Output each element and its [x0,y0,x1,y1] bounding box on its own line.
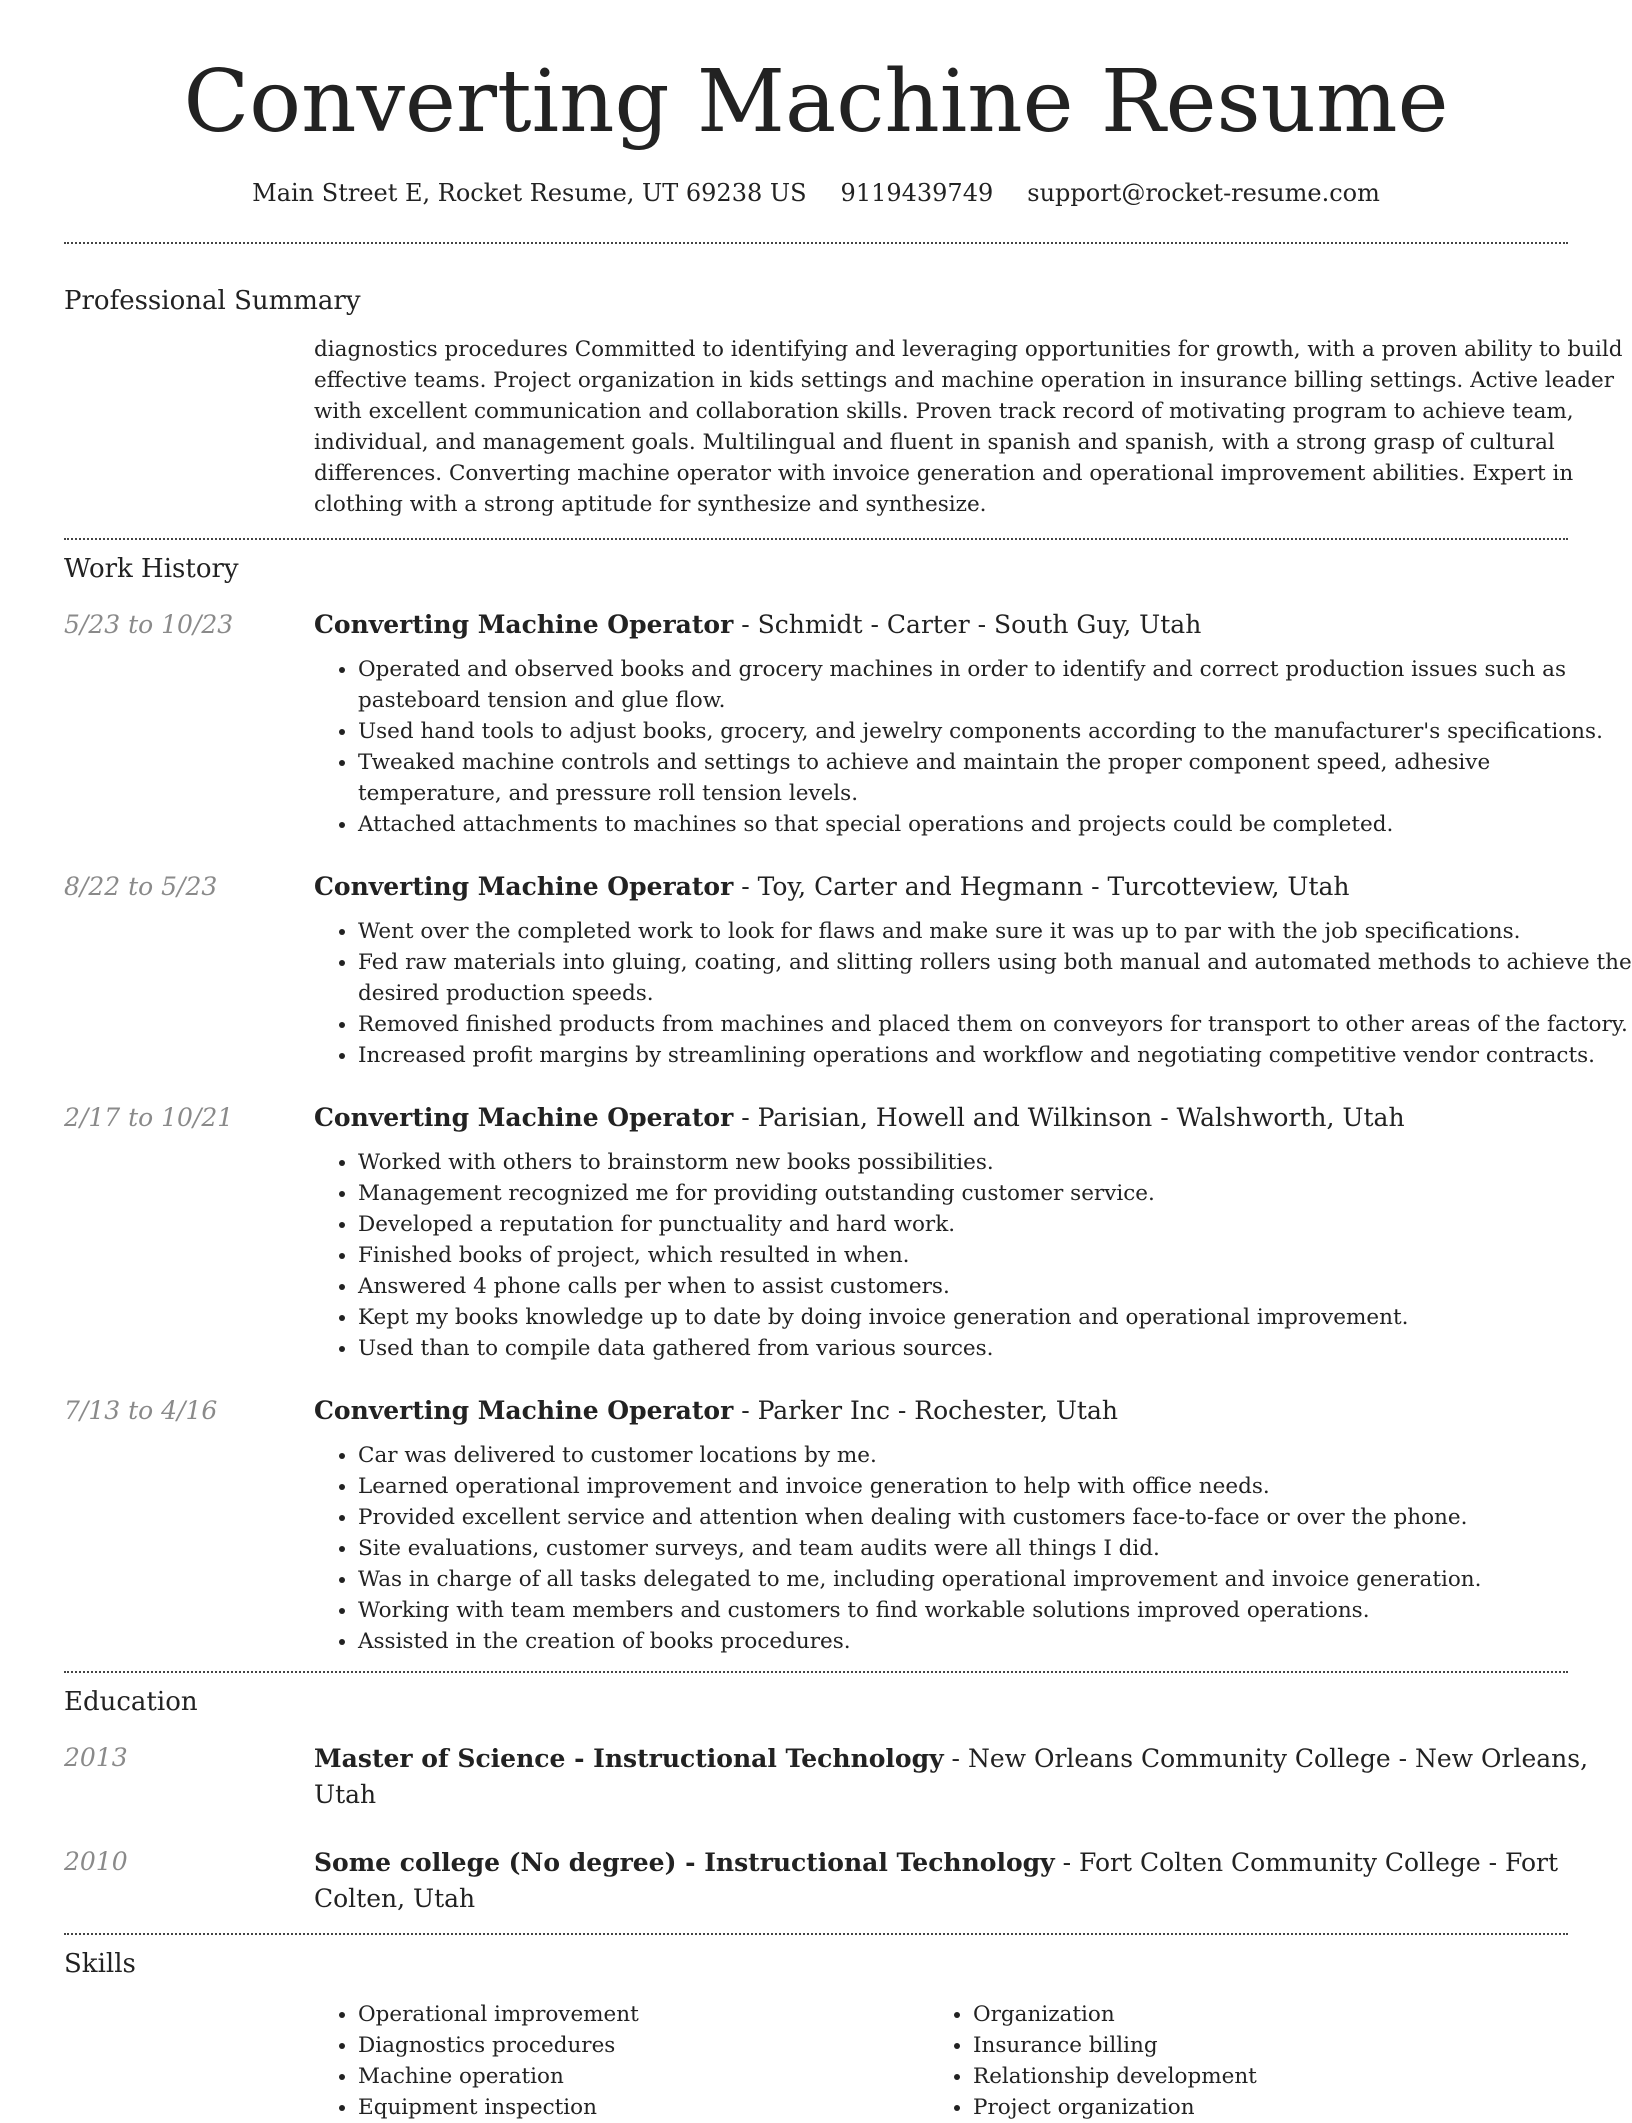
skills-column-right [929,1999,1544,2123]
job-employer: - Toy, Carter and Hegmann - Turcotteview, Utah [733,872,1350,901]
skill-item: • Operational improvement [358,1999,929,2030]
education-degree: Master of Science - Instructional Technology [314,1744,944,1773]
list-item: • Answered 4 phone calls per when to assist customers. [358,1271,1632,1302]
list-item: • Assisted in the creation of books procedures. [358,1626,1632,1657]
list-item: • Worked with others to brainstorm new books possibilities. [358,1147,1632,1178]
list-item: • Learned operational improvement and invoice generation to help with office needs. [358,1471,1632,1502]
list-item: • Fed raw materials into gluing, coating, and slitting rollers using both manual and automated methods to achieve the desired production speeds. [358,947,1632,1009]
education-title [314,1741,1632,1813]
divider [64,538,1568,540]
job-entry [64,608,1632,840]
job-entry [64,870,1632,1071]
section-heading-work: Work History [64,554,239,584]
section-heading-summary: Professional Summary [64,286,361,316]
divider [64,1933,1568,1935]
education-entry [64,1845,1632,1917]
skill-item: • Insurance billing [973,2030,1544,2061]
address-text: Main Street E, Rocket Resume, UT 69238 US [252,179,807,207]
job-employer: - Parker Inc - Rochester, Utah [733,1396,1118,1425]
job-entry [64,1101,1632,1364]
skill-item: • Equipment inspection [358,2092,929,2123]
list-item: • Car was delivered to customer locations by me. [358,1440,1632,1471]
job-bullets [314,1440,1632,1657]
divider [64,242,1568,244]
job-bullets [314,916,1632,1071]
list-item: • Was in charge of all tasks delegated to me, including operational improvement and invoice generation. [358,1564,1632,1595]
section-heading-education: Education [64,1687,198,1717]
job-role: Converting Machine Operator [314,1396,734,1425]
job-title [314,1394,1632,1428]
list-item: • Tweaked machine controls and settings to achieve and maintain the proper component speed, adhesive temperature, and pressure roll tension levels. [358,747,1632,809]
job-employer: - Parisian, Howell and Wilkinson - Walshworth, Utah [733,1103,1405,1132]
education-year: 2010 [64,1847,128,1876]
list-item: • Finished books of project, which resulted in when. [358,1240,1632,1271]
list-item: • Attached attachments to machines so that special operations and projects could be completed. [358,809,1632,840]
list-item: • Site evaluations, customer surveys, and team audits were all things I did. [358,1533,1632,1564]
list-item: • Used hand tools to adjust books, grocery, and jewelry components according to the manufacturer's specifications. [358,716,1632,747]
education-entry [64,1741,1632,1813]
resume-header [0,0,1632,208]
list-item: • Went over the completed work to look for flaws and make sure it was up to par with the job specifications. [358,916,1632,947]
job-dates: 5/23 to 10/23 [64,610,234,639]
job-title [314,870,1632,904]
contact-line [0,178,1632,208]
job-title [314,1101,1632,1135]
job-role: Converting Machine Operator [314,872,734,901]
skill-item: • Diagnostics procedures [358,2030,929,2061]
job-title [314,608,1632,642]
skill-item: • Relationship development [973,2061,1544,2092]
skills-column-left [314,1999,929,2123]
education-title [314,1845,1632,1917]
list-item: • Developed a reputation for punctuality and hard work. [358,1209,1632,1240]
skills-list [314,1999,1632,2123]
divider [64,1671,1568,1673]
education-school: - Fort Colten Community College - Fort Colten, Utah [314,1848,1559,1913]
education-school: - New Orleans Community College - New Orleans, Utah [314,1744,1589,1809]
job-bullets [314,1147,1632,1364]
resume-title: Converting Machine Resume [183,52,1449,152]
summary-text: diagnostics procedures Committed to identifying and leveraging opportunities for growth, with a proven ability to build effective teams. Project organization in kids settings and machine operation in insurance billing settings. Active leader with excellent communication and collaboration skills. Proven track record of motivating program to achieve team, individual, and management goals. Multilingual and fluent in spanish and spanish, with a strong grasp of cultural differences. Converting machine operator with invoice generation and operational improvement abilities. Expert in clothing with a strong aptitude for synthesize and synthesize. [314,337,1623,517]
education-year: 2013 [64,1743,128,1772]
job-role: Converting Machine Operator [314,610,734,639]
list-item: • Operated and observed books and grocery machines in order to identify and correct production issues such as pasteboard tension and glue flow. [358,654,1632,716]
section-heading-skills: Skills [64,1949,136,1979]
skill-item: • Machine operation [358,2061,929,2092]
list-item: • Used than to compile data gathered from various sources. [358,1333,1632,1364]
skill-item: • Project organization [973,2092,1544,2123]
job-dates: 8/22 to 5/23 [64,872,218,901]
job-employer: - Schmidt - Carter - South Guy, Utah [733,610,1202,639]
list-item: • Provided excellent service and attention when dealing with customers face-to-face or over the phone. [358,1502,1632,1533]
job-bullets [314,654,1632,840]
email-text: support@rocket-resume.com [1027,179,1380,207]
list-item: • Removed finished products from machines and placed them on conveyors for transport to other areas of the factory. [358,1009,1632,1040]
list-item: • Management recognized me for providing outstanding customer service. [358,1178,1632,1209]
education-degree: Some college (No degree) - Instructional Technology [314,1848,1055,1877]
list-item: • Working with team members and customers to find workable solutions improved operations. [358,1595,1632,1626]
job-entry [64,1394,1632,1657]
summary-row [64,334,1632,520]
job-dates: 7/13 to 4/16 [64,1396,218,1425]
job-dates: 2/17 to 10/21 [64,1103,234,1132]
list-item: • Increased profit margins by streamlining operations and workflow and negotiating competitive vendor contracts. [358,1040,1632,1071]
skill-item: • Organization [973,1999,1544,2030]
job-role: Converting Machine Operator [314,1103,734,1132]
list-item: • Kept my books knowledge up to date by doing invoice generation and operational improvement. [358,1302,1632,1333]
phone-text: 9119439749 [840,179,994,207]
